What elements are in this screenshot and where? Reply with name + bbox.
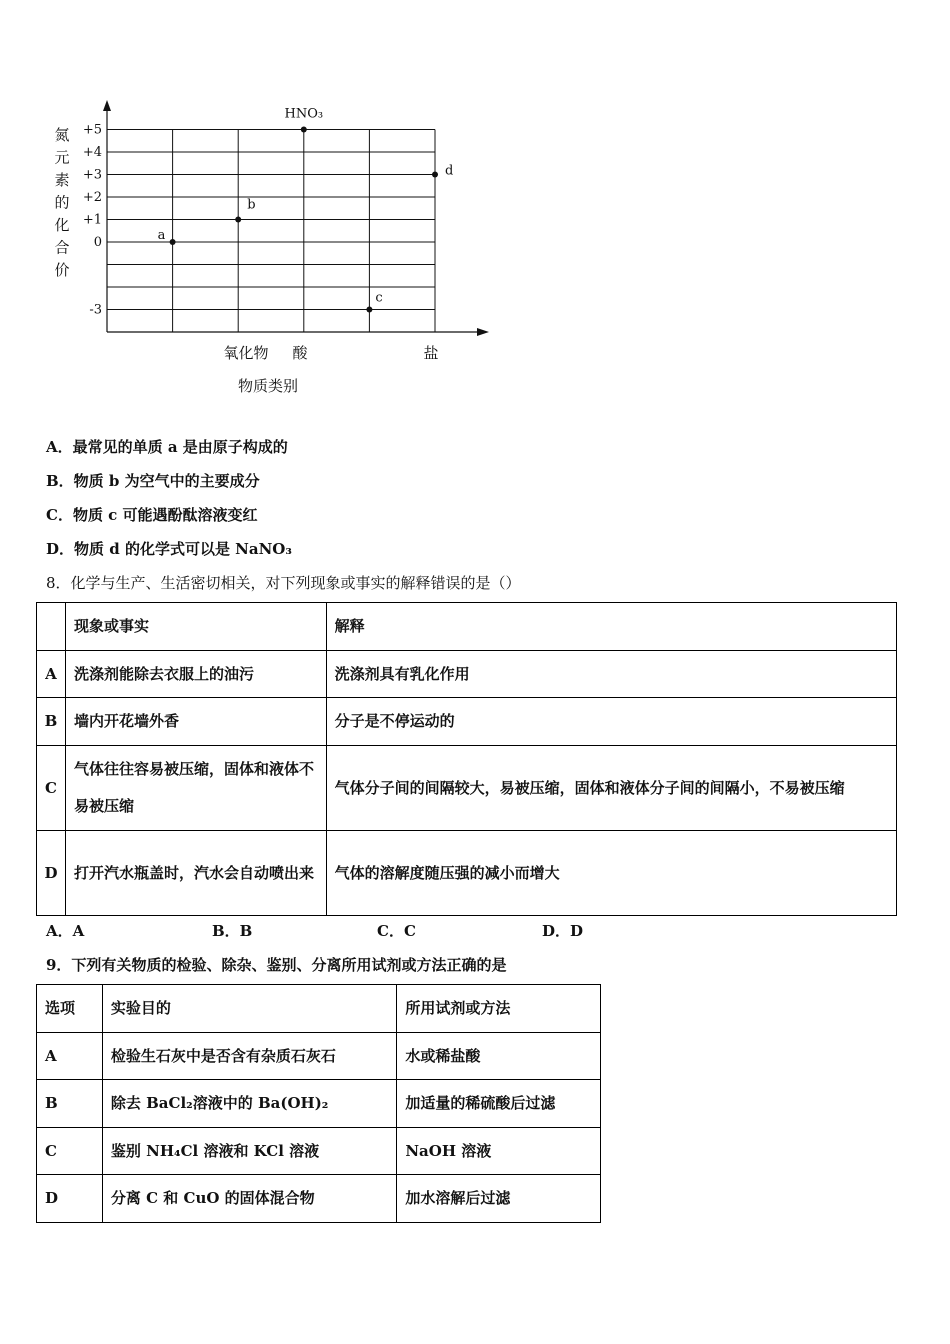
data-point	[170, 239, 176, 245]
q9-row-method: NaOH 溶液	[397, 1128, 601, 1175]
q9-row-key: A	[37, 1033, 103, 1080]
x-axis-label: 物质类别	[237, 377, 299, 395]
q9-row-method: 加水溶解后过滤	[397, 1175, 601, 1223]
data-point-label: c	[375, 290, 383, 306]
q9-row-key: B	[37, 1080, 103, 1128]
table-row	[37, 1175, 601, 1223]
q8-row-fact: 墙内开花墙外香	[65, 698, 326, 746]
y-tick-label: +4	[82, 145, 102, 160]
q9-row-purpose: 除去 BaCl₂溶液中的 Ba(OH)₂	[102, 1080, 396, 1128]
q8-header-fact: 现象或事实	[65, 603, 326, 651]
q8-row-explain: 气体的溶解度随压强的减小而增大	[326, 831, 896, 916]
q9-row-purpose: 鉴别 NH₄Cl 溶液和 KCl 溶液	[102, 1128, 396, 1175]
q8-answer-d: D．D	[542, 922, 584, 940]
q8-answer-a: A．A	[46, 922, 85, 940]
q9-table	[36, 984, 601, 1223]
q9-header-key: 选项	[37, 985, 103, 1033]
q8-table	[36, 602, 897, 916]
table-row	[37, 1128, 601, 1175]
data-point-label: HNO₃	[284, 106, 324, 122]
q9-stem: 9．下列有关物质的检验、除杂、鉴别、分离所用试剂或方法正确的是	[46, 956, 507, 974]
y-axis-label-char: 氮	[54, 126, 70, 144]
y-tick-label: -3	[89, 302, 102, 318]
y-axis-arrow	[103, 100, 111, 111]
y-tick-label: +2	[82, 190, 102, 205]
q8-row-key: B	[37, 698, 66, 746]
y-axis-label-char: 价	[54, 261, 70, 279]
data-point-label: b	[247, 197, 256, 213]
data-point	[301, 127, 307, 133]
x-axis-arrow	[477, 328, 489, 336]
q8-row-fact: 打开汽水瓶盖时，汽水会自动喷出来	[65, 831, 326, 916]
y-tick-label: 0	[93, 235, 102, 250]
q8-row-key: C	[37, 746, 66, 831]
q7-option-a: A．最常见的单质 a 是由原子构成的	[46, 438, 288, 456]
q8-row-key: A	[37, 651, 66, 698]
table-row	[37, 831, 897, 916]
y-axis-label-char: 元	[54, 148, 70, 167]
q8-row-explain: 洗涤剂具有乳化作用	[326, 651, 896, 698]
data-point	[432, 172, 438, 178]
q8-row-explain: 分子是不停运动的	[326, 698, 896, 746]
x-category-label: 氧化物	[223, 344, 269, 362]
q8-answer-c: C．C	[377, 922, 416, 940]
y-axis-label-char: 合	[54, 238, 70, 257]
y-axis-label-char: 化	[54, 216, 70, 234]
q8-row-fact: 洗涤剂能除去衣服上的油污	[65, 651, 326, 698]
q9-row-purpose: 检验生石灰中是否含有杂质石灰石	[102, 1033, 396, 1080]
table-row	[37, 698, 897, 746]
data-point	[366, 307, 372, 313]
y-tick-label: +1	[82, 212, 102, 228]
table-row	[37, 1080, 601, 1128]
data-point-label: d	[445, 163, 454, 179]
q9-header-method: 所用试剂或方法	[397, 985, 601, 1033]
table-row	[37, 985, 601, 1033]
q9-header-purpose: 实验目的	[102, 985, 396, 1033]
q7-option-d: D．物质 d 的化学式可以是 NaNO₃	[46, 540, 292, 558]
valence-chart	[0, 90, 520, 410]
q7-option-c: C．物质 c 可能遇酚酞溶液变红	[46, 506, 258, 524]
y-tick-label: +5	[82, 122, 102, 138]
q7-option-b: B．物质 b 为空气中的主要成分	[46, 472, 260, 490]
q9-row-method: 加适量的稀硫酸后过滤	[397, 1080, 601, 1128]
x-category-label: 盐	[423, 344, 439, 362]
y-axis-label-char: 的	[54, 193, 70, 212]
q8-row-fact: 气体往往容易被压缩，固体和液体不易被压缩	[65, 746, 326, 831]
q8-answer-b: B．B	[212, 922, 253, 940]
data-point	[235, 217, 241, 223]
table-row	[37, 746, 897, 831]
q9-row-method: 水或稀盐酸	[397, 1033, 601, 1080]
y-tick-label: +3	[82, 167, 102, 183]
table-row	[37, 603, 897, 651]
q8-header-key	[37, 603, 66, 651]
q9-row-key: C	[37, 1128, 103, 1175]
x-category-label: 酸	[292, 344, 308, 362]
q8-stem: 8．化学与生产、生活密切相关，对下列现象或事实的解释错误的是（）	[46, 574, 521, 592]
q9-row-key: D	[37, 1175, 103, 1223]
data-point-label: a	[157, 228, 166, 243]
q8-row-explain: 气体分子间的间隔较大，易被压缩，固体和液体分子间的间隔小，不易被压缩	[326, 746, 896, 831]
table-row	[37, 651, 897, 698]
q8-header-explain: 解释	[326, 603, 896, 651]
y-axis-label-char: 素	[54, 171, 70, 189]
q9-row-purpose: 分离 C 和 CuO 的固体混合物	[102, 1175, 396, 1223]
table-row	[37, 1033, 601, 1080]
q8-row-key: D	[37, 831, 66, 916]
